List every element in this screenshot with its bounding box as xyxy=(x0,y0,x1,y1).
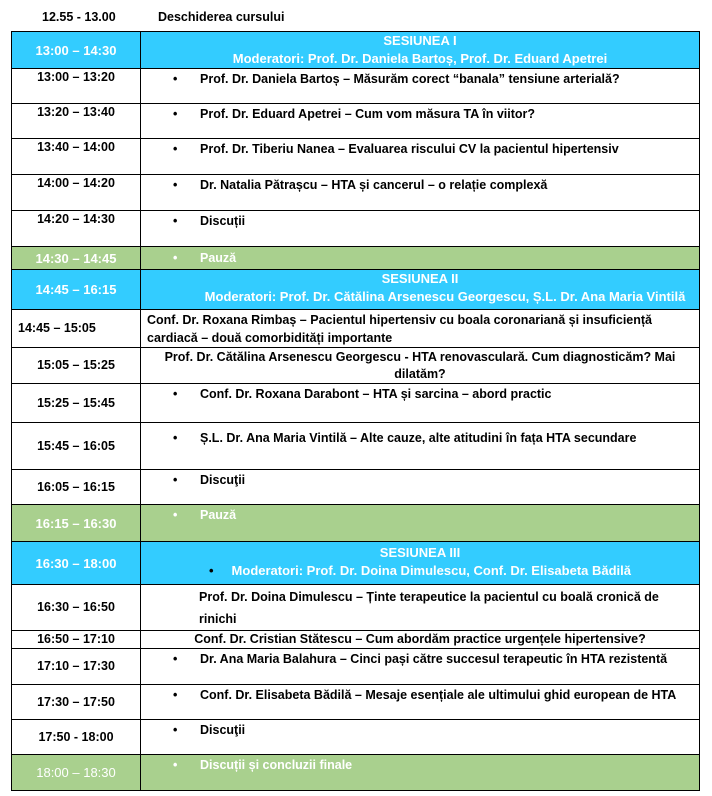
session-info xyxy=(141,32,700,69)
program-row xyxy=(12,423,700,470)
bullet-icon: • xyxy=(173,178,178,192)
row-time: 15:05 – 15:25 xyxy=(12,348,141,384)
intro-label: Deschiderea cursului xyxy=(158,10,285,24)
row-text: Conf. Dr. Roxana Rimbaș – Pacientul hipertensiv cu boala coronariană și insuficiență cardiacă – două comorbidități importante xyxy=(147,313,652,345)
session-info xyxy=(141,542,700,585)
row-text: Dr. Natalia Pătrașcu – HTA și cancerul – o relație complexă xyxy=(200,178,548,192)
session-header-row xyxy=(12,542,700,585)
bullet-icon: • xyxy=(173,107,178,121)
break-text: Pauză xyxy=(200,508,237,522)
row-time: 17:30 – 17:50 xyxy=(12,685,141,720)
session-title: SESIUNEA I xyxy=(383,33,457,48)
break-time: 16:15 – 16:30 xyxy=(12,505,141,542)
program-row xyxy=(12,104,700,139)
session-time: 16:30 – 18:00 xyxy=(12,542,141,585)
row-time: 15:25 – 15:45 xyxy=(12,384,141,423)
bullet-icon: • xyxy=(173,473,178,487)
row-text: Discuţii xyxy=(200,723,246,737)
session-time: 13:00 – 14:30 xyxy=(12,32,141,69)
break-row xyxy=(12,505,700,542)
intro-time: 12.55 - 13.00 xyxy=(42,10,116,24)
row-text: Conf. Dr. Roxana Darabont – HTA și sarcina – abord practic xyxy=(200,387,552,401)
row-time: 13:00 – 13:20 xyxy=(12,69,141,104)
bullet-icon: • xyxy=(173,142,178,156)
row-text: Prof. Dr. Eduard Apetrei – Cum vom măsura TA în viitor? xyxy=(200,107,536,121)
row-time: 17:50 - 18:00 xyxy=(12,720,141,755)
break-row xyxy=(12,755,700,791)
bullet-icon: • xyxy=(208,563,214,578)
row-time: 16:50 – 17:10 xyxy=(12,631,141,649)
program-row xyxy=(12,384,700,423)
row-text: Conf. Dr. Cristian Stătescu – Cum abordăm practice urgențele hipertensive? xyxy=(194,632,646,646)
bullet-icon: • xyxy=(173,652,178,666)
bullet-icon: • xyxy=(173,250,178,265)
program-row xyxy=(12,348,700,384)
row-time: 14:00 – 14:20 xyxy=(12,175,141,211)
row-time: 13:40 – 14:00 xyxy=(12,139,141,175)
row-time: 15:45 – 16:05 xyxy=(12,423,141,470)
program-table xyxy=(11,31,700,791)
row-text: Prof. Dr. Tiberiu Nanea – Evaluarea riscului CV la pacientul hipertensiv xyxy=(200,142,619,156)
row-text: Dr. Ana Maria Balahura – Cinci pași către succesul terapeutic în HTA rezistentă xyxy=(200,652,668,666)
row-time: 16:30 – 16:50 xyxy=(12,585,141,631)
row-text: Discuţii xyxy=(200,473,246,487)
bullet-icon: • xyxy=(173,723,178,737)
bullet-icon: • xyxy=(173,688,178,702)
program-row xyxy=(12,720,700,755)
row-time: 16:05 – 16:15 xyxy=(12,470,141,505)
program-row xyxy=(12,685,700,720)
bullet-icon: • xyxy=(173,72,178,86)
session-title: SESIUNEA III xyxy=(379,545,461,560)
session-info xyxy=(141,270,700,310)
break-row xyxy=(12,247,700,270)
bullet-icon: • xyxy=(173,508,178,522)
session-time: 14:45 – 16:15 xyxy=(12,270,141,310)
row-time: 13:20 – 13:40 xyxy=(12,104,141,139)
program-row xyxy=(12,69,700,104)
row-text: Prof. Dr. Cătălina Arsenescu Georgescu - HTA renovasculară. Cum diagnosticăm? Mai dilatăm? xyxy=(164,350,676,381)
program-row xyxy=(12,175,700,211)
session-header-row xyxy=(12,32,700,69)
session-moderators: Moderatori: Prof. Dr. Cătălina Arsenescu Georgescu, Ș.L. Dr. Ana Maria Vintilă xyxy=(204,289,686,304)
bullet-icon: • xyxy=(173,214,178,228)
session-title: SESIUNEA II xyxy=(381,271,459,286)
row-text: Prof. Dr. Doina Dimulescu – Ținte terapeutice la pacientul cu boală cronică de rinichi xyxy=(199,590,659,626)
program-row xyxy=(12,585,700,631)
row-time: 17:10 – 17:30 xyxy=(12,649,141,685)
bullet-icon: • xyxy=(173,431,178,445)
row-text: Ș.L. Dr. Ana Maria Vintilă – Alte cauze, alte atitudini în fața HTA secundare xyxy=(200,431,637,445)
break-time: 18:00 – 18:30 xyxy=(12,755,141,791)
program-row xyxy=(12,310,700,348)
program-row xyxy=(12,631,700,649)
row-time: 14:20 – 14:30 xyxy=(12,211,141,247)
session-moderators: Moderatori: Prof. Dr. Daniela Bartoș, Prof. Dr. Eduard Apetrei xyxy=(232,51,608,66)
break-text: Discuții și concluzii finale xyxy=(200,758,353,772)
row-text: Conf. Dr. Elisabeta Bădilă – Mesaje esențiale ale ultimului ghid european de HTA xyxy=(200,688,677,702)
row-text: Prof. Dr. Daniela Bartoș – Măsurăm corect “banala” tensiune arterială? xyxy=(200,72,620,86)
row-text: Discuții xyxy=(200,214,246,228)
bullet-icon: • xyxy=(173,758,178,772)
program-row xyxy=(12,649,700,685)
break-text: Pauză xyxy=(200,250,237,265)
session-moderators: Moderatori: Prof. Dr. Doina Dimulescu, Conf. Dr. Elisabeta Bădilă xyxy=(231,563,632,578)
session-header-row xyxy=(12,270,700,310)
bullet-icon: • xyxy=(173,387,178,401)
program-row xyxy=(12,470,700,505)
break-time: 14:30 – 14:45 xyxy=(12,247,141,270)
program-row xyxy=(12,139,700,175)
program-row xyxy=(12,211,700,247)
row-time: 14:45 – 15:05 xyxy=(12,310,141,348)
